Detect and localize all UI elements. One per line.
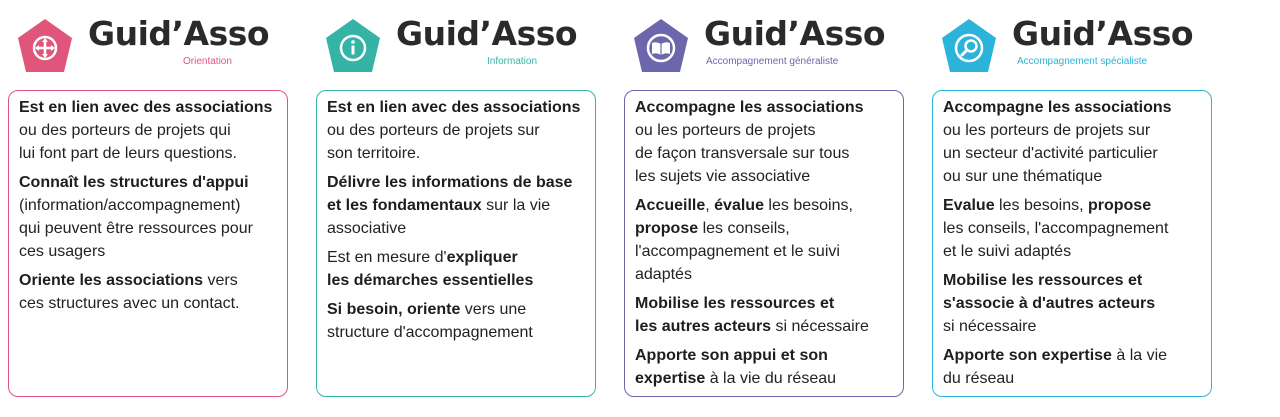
brand-title: Guid’Asso [1012, 14, 1194, 53]
paragraph: Si besoin, oriente vers une structure d'accompagnement [327, 301, 533, 341]
logo-generaliste [624, 8, 916, 78]
info-icon [322, 16, 384, 78]
crosshair-arrows-icon [14, 16, 76, 78]
brand-title: Guid’Asso [88, 14, 270, 53]
paragraph: Mobilise les ressources et s'associe à d'autres acteurs si nécessaire [943, 272, 1156, 335]
paragraph: Est en lien avec des associations ou des porteurs de projets sur son territoire. [327, 99, 581, 162]
brand-title: Guid’Asso [704, 14, 886, 53]
description-card-orientation [8, 90, 288, 397]
paragraph: Apporte son appui et son expertise à la vie du réseau [635, 347, 837, 387]
description-card-specialiste [932, 90, 1212, 397]
logo-information [316, 8, 608, 78]
paragraph: Oriente les associations vers ces structures avec un contact. [19, 272, 240, 312]
open-book-icon [630, 16, 692, 78]
subtitle-information: Information [487, 56, 538, 67]
card-column-orientation [8, 0, 300, 417]
card-column-specialiste [932, 0, 1224, 417]
logo-orientation [8, 8, 300, 78]
paragraph: Accueille, évalue les besoins, propose les conseils, l'accompagnement et le suivi adaptés [635, 197, 853, 283]
subtitle-specialiste: Accompagnement spécialiste [1017, 56, 1148, 67]
paragraph: Est en mesure d'expliquer les démarches essentielles [327, 249, 534, 289]
paragraph: Accompagne les associations ou les porteurs de projets de façon transversale sur tous les sujets vie associative [635, 99, 864, 185]
subtitle-orientation: Orientation [183, 56, 232, 67]
logo-specialiste [932, 8, 1224, 78]
paragraph: Connaît les structures d'appui (information/accompagnement) qui peuvent être ressources pour ces usagers [19, 174, 253, 260]
paragraph: Mobilise les ressources et les autres acteurs si nécessaire [635, 295, 869, 335]
paragraph: Délivre les informations de base et les fondamentaux sur la vie associative [327, 174, 573, 237]
card-column-generaliste [624, 0, 916, 417]
paragraph: Apporte son expertise à la vie du réseau [943, 347, 1168, 387]
subtitle-generaliste: Accompagnement généraliste [706, 56, 839, 67]
paragraph: Est en lien avec des associations ou des porteurs de projets qui lui font part de leurs questions. [19, 99, 273, 162]
description-card-generaliste [624, 90, 904, 397]
paragraph: Accompagne les associations ou les porteurs de projets sur un secteur d'activité particulier ou sur une thématique [943, 99, 1172, 185]
card-column-information [316, 0, 608, 417]
description-card-information [316, 90, 596, 397]
paragraph: Evalue les besoins, propose les conseils, l'accompagnement et le suivi adaptés [943, 197, 1169, 260]
magnifier-icon [938, 16, 1000, 78]
brand-title: Guid’Asso [396, 14, 578, 53]
